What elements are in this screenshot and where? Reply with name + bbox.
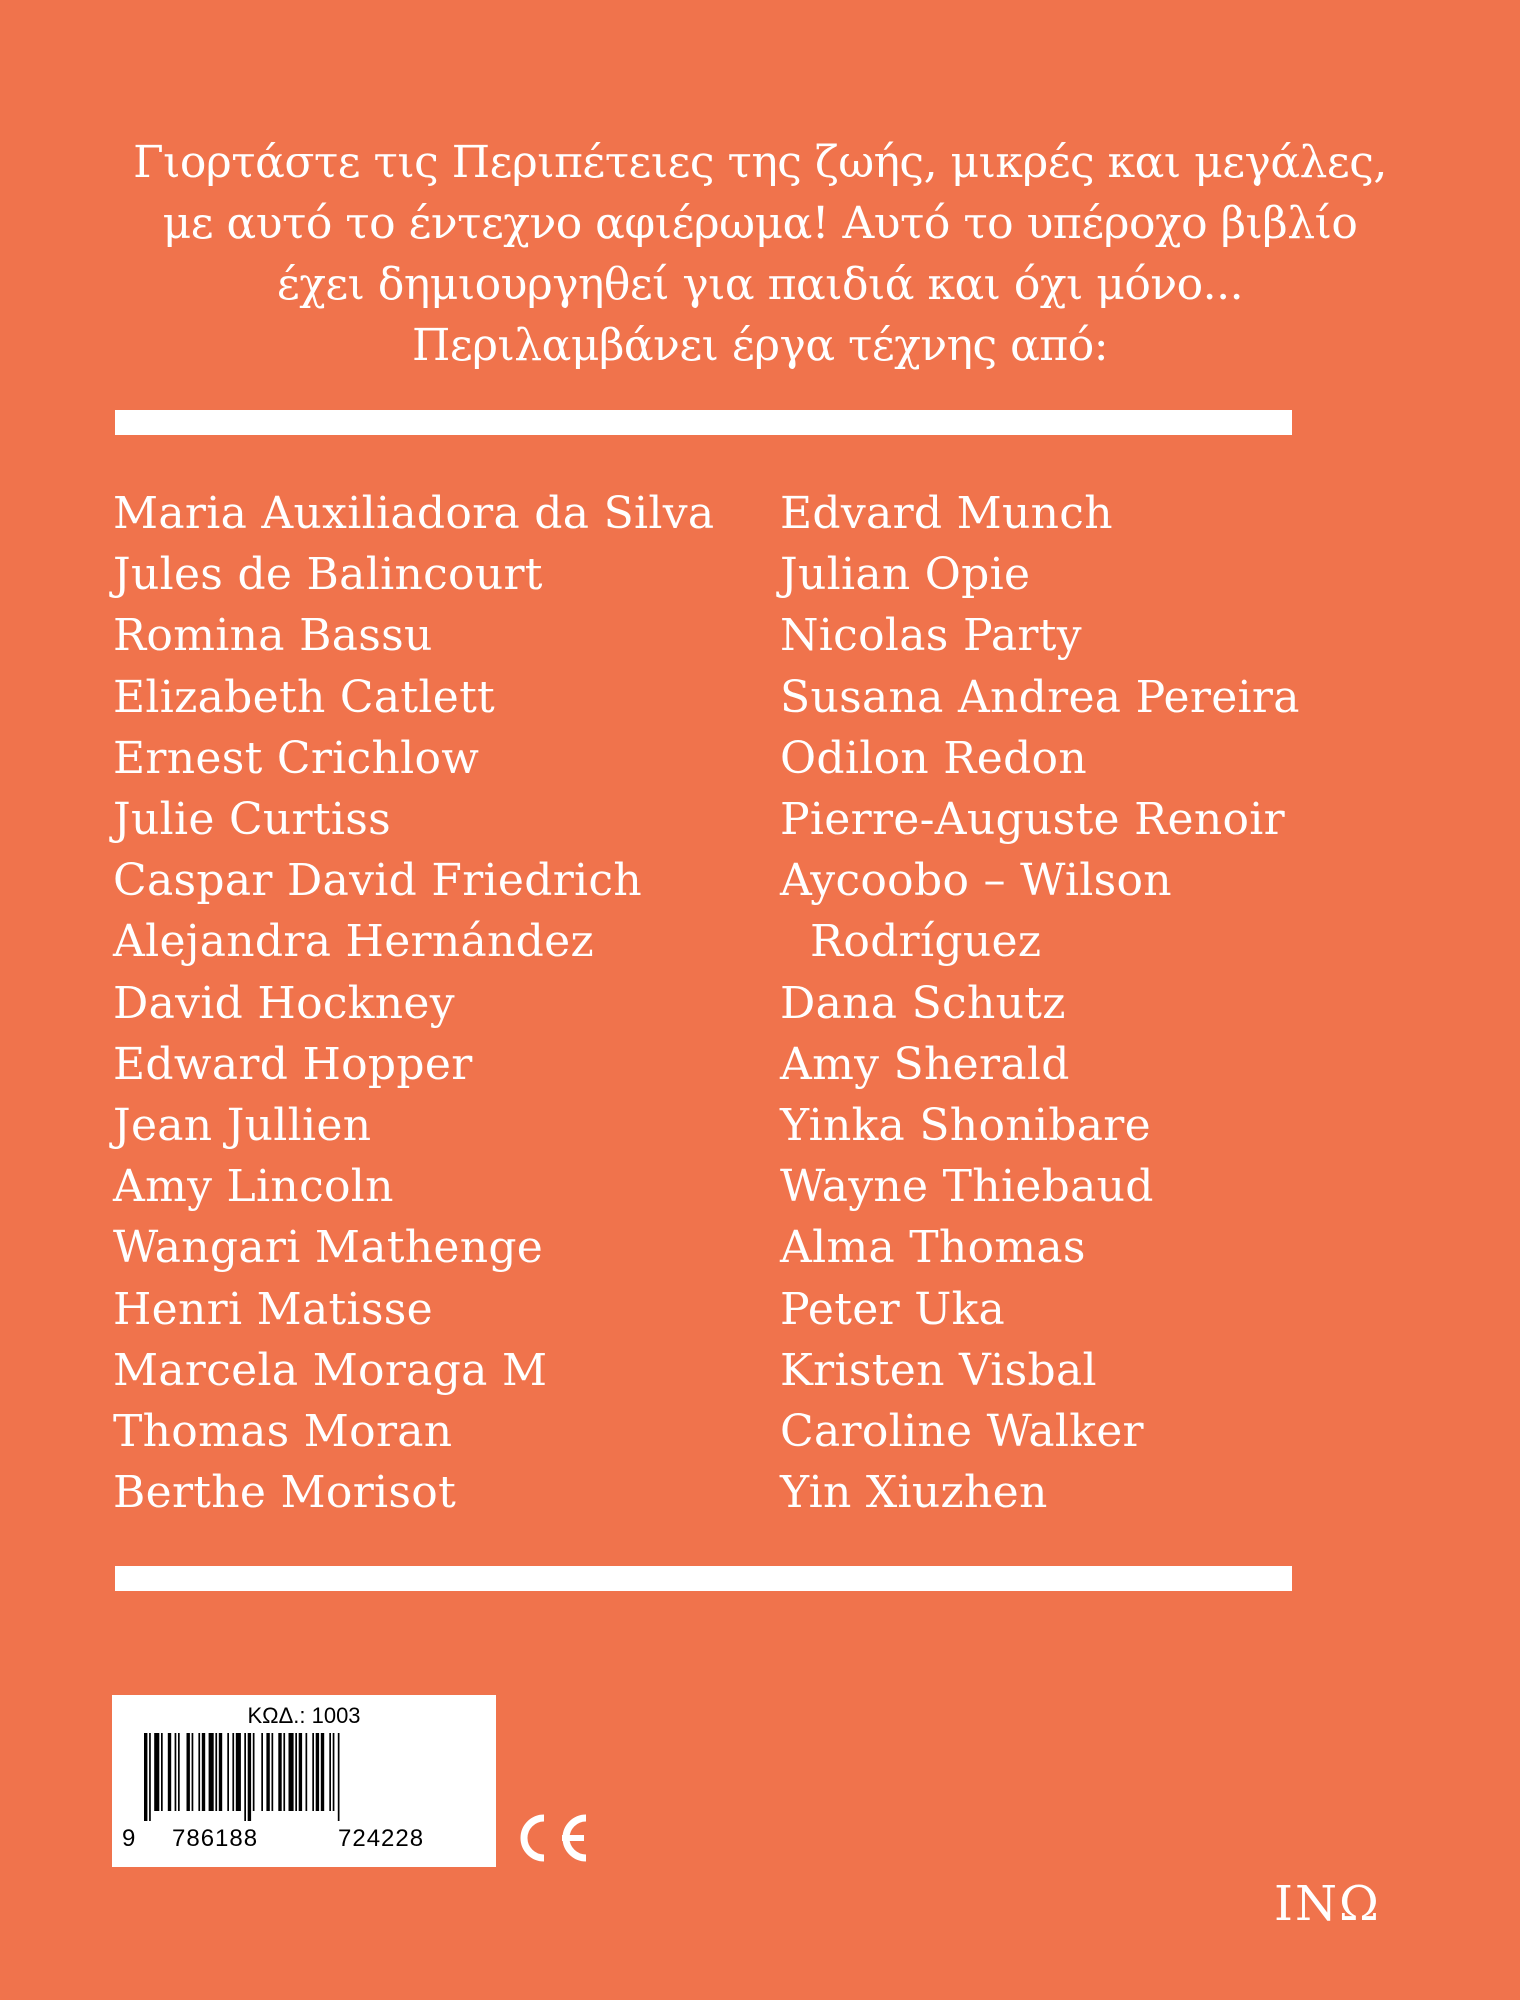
- artist-name: Peter Uka: [780, 1283, 1006, 1335]
- top-divider: [115, 410, 1292, 435]
- artist-name: David Hockney: [113, 977, 455, 1029]
- artist-name: Susana Andrea Pereira: [780, 671, 1300, 723]
- barcode-bar: [261, 1733, 263, 1811]
- barcode-bar: [215, 1733, 217, 1811]
- artist-name: Berthe Morisot: [113, 1467, 457, 1519]
- barcode-bar: [312, 1733, 314, 1811]
- artist-name: Maria Auxiliadora da Silva: [113, 488, 715, 539]
- ce-mark-icon: [508, 1812, 592, 1864]
- artist-name: Odilon Redon: [780, 732, 1087, 784]
- artist-name: Edward Hopper: [113, 1038, 473, 1090]
- publisher-logo: ΙΝΩ: [1274, 1876, 1381, 1932]
- barcode-bar: [168, 1733, 171, 1811]
- artist-name: Nicolas Party: [780, 610, 1082, 662]
- artist-name: Romina Bassu: [113, 610, 433, 662]
- barcode-bar: [175, 1733, 177, 1811]
- artist-name: Aycoobo – Wilson: [780, 855, 1172, 907]
- intro-text: [80, 132, 1440, 376]
- barcode-bar: [253, 1733, 255, 1811]
- artist-name: Amy Sherald: [780, 1038, 1070, 1090]
- barcode-bar: [295, 1733, 297, 1811]
- barcode-bar: [198, 1733, 200, 1811]
- artist-name: Jean Jullien: [113, 1100, 372, 1152]
- barcode-bar: [161, 1733, 163, 1811]
- artist-name: Edvard Munch: [780, 488, 1113, 539]
- artist-name: Marcela Moraga M: [113, 1344, 548, 1396]
- artist-name: Pierre-Auguste Renoir: [780, 794, 1285, 846]
- artist-name: Caspar David Friedrich: [113, 855, 643, 907]
- artist-name-continuation: Rodríguez: [810, 916, 1042, 968]
- intro-line: Περιλαμβάνει έργα τέχνης από:: [411, 320, 1109, 371]
- barcode-digits-right: 724228: [338, 1825, 425, 1852]
- artist-name: Henri Matisse: [113, 1283, 433, 1335]
- artist-name: Ernest Crichlow: [113, 732, 480, 784]
- artist-name: Alejandra Hernández: [113, 916, 594, 968]
- barcode-bar: [333, 1733, 335, 1811]
- barcode-bar: [192, 1733, 194, 1811]
- barcode-bar: [227, 1733, 229, 1811]
- barcode-bar: [149, 1733, 151, 1821]
- barcode-bar: [321, 1733, 324, 1811]
- barcode-bar: [219, 1733, 222, 1811]
- barcode-bars: [144, 1733, 464, 1821]
- artist-name: Amy Lincoln: [113, 1161, 394, 1213]
- artist-name: Dana Schutz: [780, 977, 1066, 1029]
- barcode-bar: [236, 1733, 241, 1811]
- artist-name: Yin Xiuzhen: [780, 1467, 1048, 1519]
- barcode-bar: [266, 1733, 269, 1811]
- artist-name: Alma Thomas: [780, 1222, 1086, 1274]
- barcode-bar: [232, 1733, 234, 1811]
- barcode-bar: [278, 1733, 281, 1811]
- barcode-bar: [316, 1733, 319, 1811]
- intro-line: Γιορτάστε τις Περιπέτειες της ζωής, μικρές και μεγάλες,: [133, 137, 1387, 188]
- barcode-bar: [299, 1733, 302, 1811]
- barcode-bar: [283, 1733, 285, 1811]
- barcode-digits-left: 786188: [172, 1825, 259, 1852]
- artists-list-left: [113, 483, 753, 1523]
- barcode-bar: [209, 1733, 214, 1811]
- artist-name: Jules de Balincourt: [113, 549, 543, 601]
- artist-name: Caroline Walker: [780, 1406, 1144, 1458]
- barcode-digit-first: 9: [122, 1825, 136, 1852]
- intro-line: με αυτό το έντεχνο αφιέρωμα! Αυτό το υπέροχο βιβλίο: [162, 198, 1358, 249]
- artist-name: Julie Curtiss: [113, 794, 391, 846]
- bottom-divider: [115, 1566, 1292, 1591]
- barcode-bar: [272, 1733, 274, 1811]
- artist-name: Wangari Mathenge: [113, 1222, 544, 1274]
- artist-name: Julian Opie: [780, 549, 1031, 601]
- artist-name: Elizabeth Catlett: [113, 671, 496, 723]
- intro-line: έχει δημιουργηθεί για παιδιά και όχι μόνο...: [276, 259, 1244, 310]
- barcode-bar: [338, 1733, 340, 1821]
- barcode-bar: [154, 1733, 159, 1811]
- barcode-bar: [144, 1733, 147, 1821]
- barcode-bar: [187, 1733, 190, 1811]
- artist-name: Wayne Thiebaud: [780, 1161, 1154, 1213]
- barcode-bar: [178, 1733, 180, 1811]
- artist-name: Kristen Visbal: [780, 1344, 1097, 1396]
- barcode-bar: [244, 1733, 246, 1821]
- barcode-bar: [289, 1733, 294, 1811]
- barcode-bar: [329, 1733, 331, 1811]
- barcode-bar: [248, 1733, 251, 1821]
- barcode-box: [112, 1695, 496, 1867]
- artists-list-right: [780, 483, 1500, 1523]
- product-code-label: ΚΩΔ.: 1003: [247, 1703, 361, 1728]
- barcode-bar: [306, 1733, 308, 1811]
- artist-name: Yinka Shonibare: [780, 1100, 1151, 1152]
- artist-name: Thomas Moran: [113, 1406, 453, 1458]
- barcode-bar: [202, 1733, 205, 1811]
